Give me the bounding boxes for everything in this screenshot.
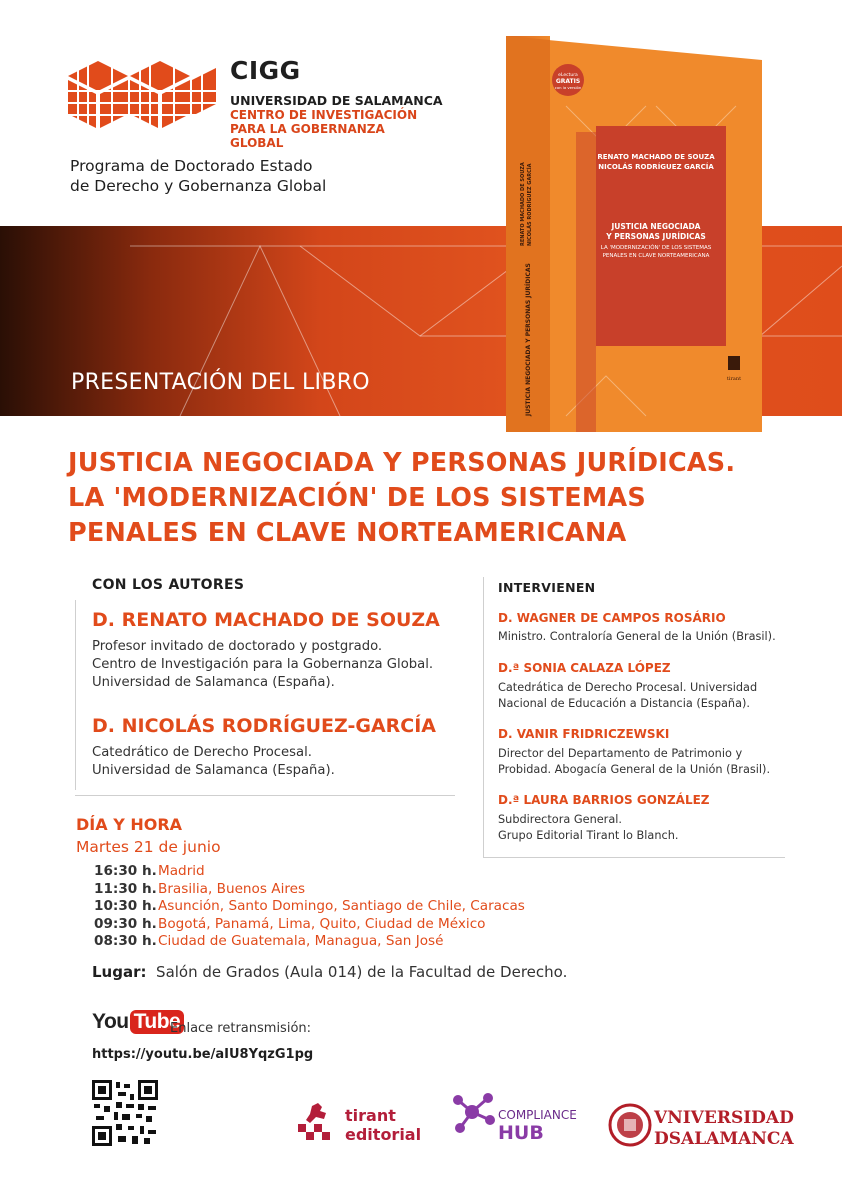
tirant-line-1: tirant bbox=[345, 1106, 396, 1125]
tirant-logo-text bbox=[345, 1106, 421, 1144]
schedule-time: 08:30 h. bbox=[94, 933, 157, 949]
center-line-1: CENTRO DE INVESTIGACIÓN bbox=[230, 108, 418, 122]
authors-heading: CON LOS AUTORES bbox=[92, 577, 245, 593]
book-subtitle-line-1: LA 'MODERNIZACIÓN' DE LOS SISTEMAS bbox=[600, 245, 712, 251]
venue-label: Lugar: bbox=[92, 963, 147, 981]
youtube-logo-tube: Tube bbox=[130, 1010, 185, 1034]
venue-value: Salón de Grados (Aula 014) de la Facultad de Derecho. bbox=[156, 963, 568, 981]
speakers-heading: INTERVIENEN bbox=[498, 580, 596, 595]
schedule-row bbox=[94, 933, 525, 951]
schedule-time: 09:30 h. bbox=[94, 915, 157, 932]
schedule-row bbox=[94, 898, 525, 916]
schedule-places: Madrid bbox=[158, 863, 205, 879]
book-authors-line-1: RENATO MACHADO DE SOUZA bbox=[597, 153, 715, 161]
event-date: Martes 21 de junio bbox=[76, 838, 221, 856]
schedule-places: Bogotá, Panamá, Lima, Quito, Ciudad de México bbox=[158, 915, 486, 932]
stream-label: Enlace retransmisión: bbox=[170, 1021, 312, 1036]
usal-logo-text bbox=[654, 1108, 794, 1150]
event-title-line-1: JUSTICIA NEGOCIADA Y PERSONAS JURÍDICAS. bbox=[68, 448, 736, 478]
book-publisher: tirant bbox=[726, 376, 742, 382]
venue bbox=[92, 963, 567, 981]
schedule-time: 11:30 h. bbox=[94, 880, 157, 897]
authors-bottom-rule bbox=[75, 795, 455, 796]
badge-line-3: con la versión bbox=[554, 85, 582, 90]
speaker-3-line-1: Director del Departamento de Patrimonio y bbox=[498, 747, 743, 760]
author-1-line-1: Profesor invitado de doctorado y postgrado. bbox=[92, 639, 383, 654]
speaker-name-4: D.ª LAURA BARRIOS GONZÁLEZ bbox=[498, 793, 710, 807]
author-name-2: D. NICOLÁS RODRÍGUEZ-GARCÍA bbox=[92, 715, 437, 737]
author-1-line-2: Centro de Investigación para la Gobernanza Global. bbox=[92, 657, 434, 672]
program-name bbox=[70, 156, 360, 196]
speaker-2-line-2: Nacional de Educación a Distancia (España). bbox=[498, 697, 750, 710]
schedule-places: Brasilia, Buenos Aires bbox=[158, 880, 306, 897]
schedule-row bbox=[94, 916, 525, 934]
schedule-places: Ciudad de Guatemala, Managua, San José bbox=[158, 933, 444, 949]
speakers-bottom-rule bbox=[483, 857, 785, 858]
book-spine-title: JUSTICIA NEGOCIADA Y PERSONAS JURÍDICAS bbox=[525, 263, 532, 416]
speaker-2-line-1: Catedrática de Derecho Procesal. Universidad bbox=[498, 681, 758, 694]
badge-line-1: eLectura bbox=[558, 73, 578, 78]
hub-line-2: HUB bbox=[498, 1122, 544, 1144]
speaker-desc-3 bbox=[498, 746, 770, 778]
event-title-line-2: LA 'MODERNIZACIÓN' DE LOS SISTEMAS bbox=[68, 483, 646, 513]
speaker-name-2: D.ª SONIA CALAZA LÓPEZ bbox=[498, 661, 671, 675]
program-line-1: Programa de Doctorado Estado bbox=[70, 157, 313, 175]
schedule-time: 10:30 h. bbox=[94, 898, 157, 914]
author-1-line-3: Universidad de Salamanca (España). bbox=[92, 675, 335, 690]
cigg-acronym: CIGG bbox=[230, 56, 301, 85]
author-2-line-2: Universidad de Salamanca (España). bbox=[92, 763, 335, 778]
schedule-row bbox=[94, 881, 525, 899]
date-heading: DÍA Y HORA bbox=[76, 815, 183, 834]
badge-line-2: GRATIS bbox=[555, 78, 581, 85]
speakers-divider bbox=[483, 577, 484, 857]
band-label: PRESENTACIÓN DEL LIBRO bbox=[71, 370, 370, 395]
speaker-4-line-1: Subdirectora General. bbox=[498, 813, 622, 826]
speaker-4-line-2: Grupo Editorial Tirant lo Blanch. bbox=[498, 829, 679, 842]
book-cover bbox=[506, 36, 762, 432]
schedule-time: 16:30 h. bbox=[94, 863, 157, 879]
usal-seal-icon bbox=[608, 1103, 652, 1147]
author-desc-2 bbox=[92, 744, 335, 780]
authors-divider bbox=[75, 600, 76, 790]
program-line-2: de Derecho y Gobernanza Global bbox=[70, 177, 327, 195]
schedule-list bbox=[94, 863, 525, 951]
speaker-name-3: D. VANIR FRIDRICZEWSKI bbox=[498, 727, 670, 741]
usal-line-2: DSALAMANCA bbox=[654, 1129, 794, 1149]
tirant-line-2: editorial bbox=[345, 1125, 422, 1144]
university-name: UNIVERSIDAD DE SALAMANCA bbox=[230, 93, 443, 108]
speaker-desc-4 bbox=[498, 812, 678, 844]
usal-line-1: VNIVERSIDAD bbox=[654, 1108, 794, 1128]
center-line-2: PARA LA GOBERNANZA GLOBAL bbox=[230, 122, 385, 150]
schedule-row bbox=[94, 863, 525, 881]
compliance-hub-icon bbox=[450, 1090, 498, 1138]
schedule-places: Asunción, Santo Domingo, Santiago de Chile, Caracas bbox=[158, 898, 525, 914]
qr-code[interactable] bbox=[92, 1080, 158, 1146]
book-spine-authors-1: RENATO MACHADO DE SOUZA bbox=[520, 162, 526, 246]
author-desc-1 bbox=[92, 638, 433, 692]
event-title bbox=[68, 446, 788, 551]
hub-line-1: COMPLIANCE bbox=[498, 1108, 577, 1122]
youtube-logo-you: You bbox=[92, 1010, 129, 1033]
speaker-name-1: D. WAGNER DE CAMPOS ROSÁRIO bbox=[498, 611, 726, 625]
book-title-line-2: Y PERSONAS JURÍDICAS bbox=[606, 232, 706, 241]
author-2-line-1: Catedrático de Derecho Procesal. bbox=[92, 745, 312, 760]
speaker-1-line-1: Ministro. Contraloría General de la Unión (Brasil). bbox=[498, 630, 776, 643]
event-title-line-3: PENALES EN CLAVE NORTEAMERICANA bbox=[68, 518, 627, 548]
center-name bbox=[230, 108, 430, 150]
stream-url-link[interactable]: https://youtu.be/aIU8YqzG1pg bbox=[92, 1047, 314, 1062]
tirant-logo-icon bbox=[296, 1102, 340, 1144]
book-subtitle-line-2: PENALES EN CLAVE NORTEAMERICANA bbox=[602, 253, 710, 259]
speaker-desc-1 bbox=[498, 629, 776, 645]
author-name-1: D. RENATO MACHADO DE SOUZA bbox=[92, 609, 440, 631]
speaker-3-line-2: Probidad. Abogacía General de la Unión (Brasil). bbox=[498, 763, 771, 776]
book-title-line-1: JUSTICIA NEGOCIADA bbox=[611, 222, 701, 231]
cigg-cube-logo bbox=[68, 56, 218, 136]
speaker-desc-2 bbox=[498, 680, 757, 712]
book-spine-authors-2: NICOLÁS RODRÍGUEZ GARCÍA bbox=[527, 163, 533, 246]
book-authors-line-2: NICOLÁS RODRÍGUEZ GARCÍA bbox=[598, 163, 714, 171]
